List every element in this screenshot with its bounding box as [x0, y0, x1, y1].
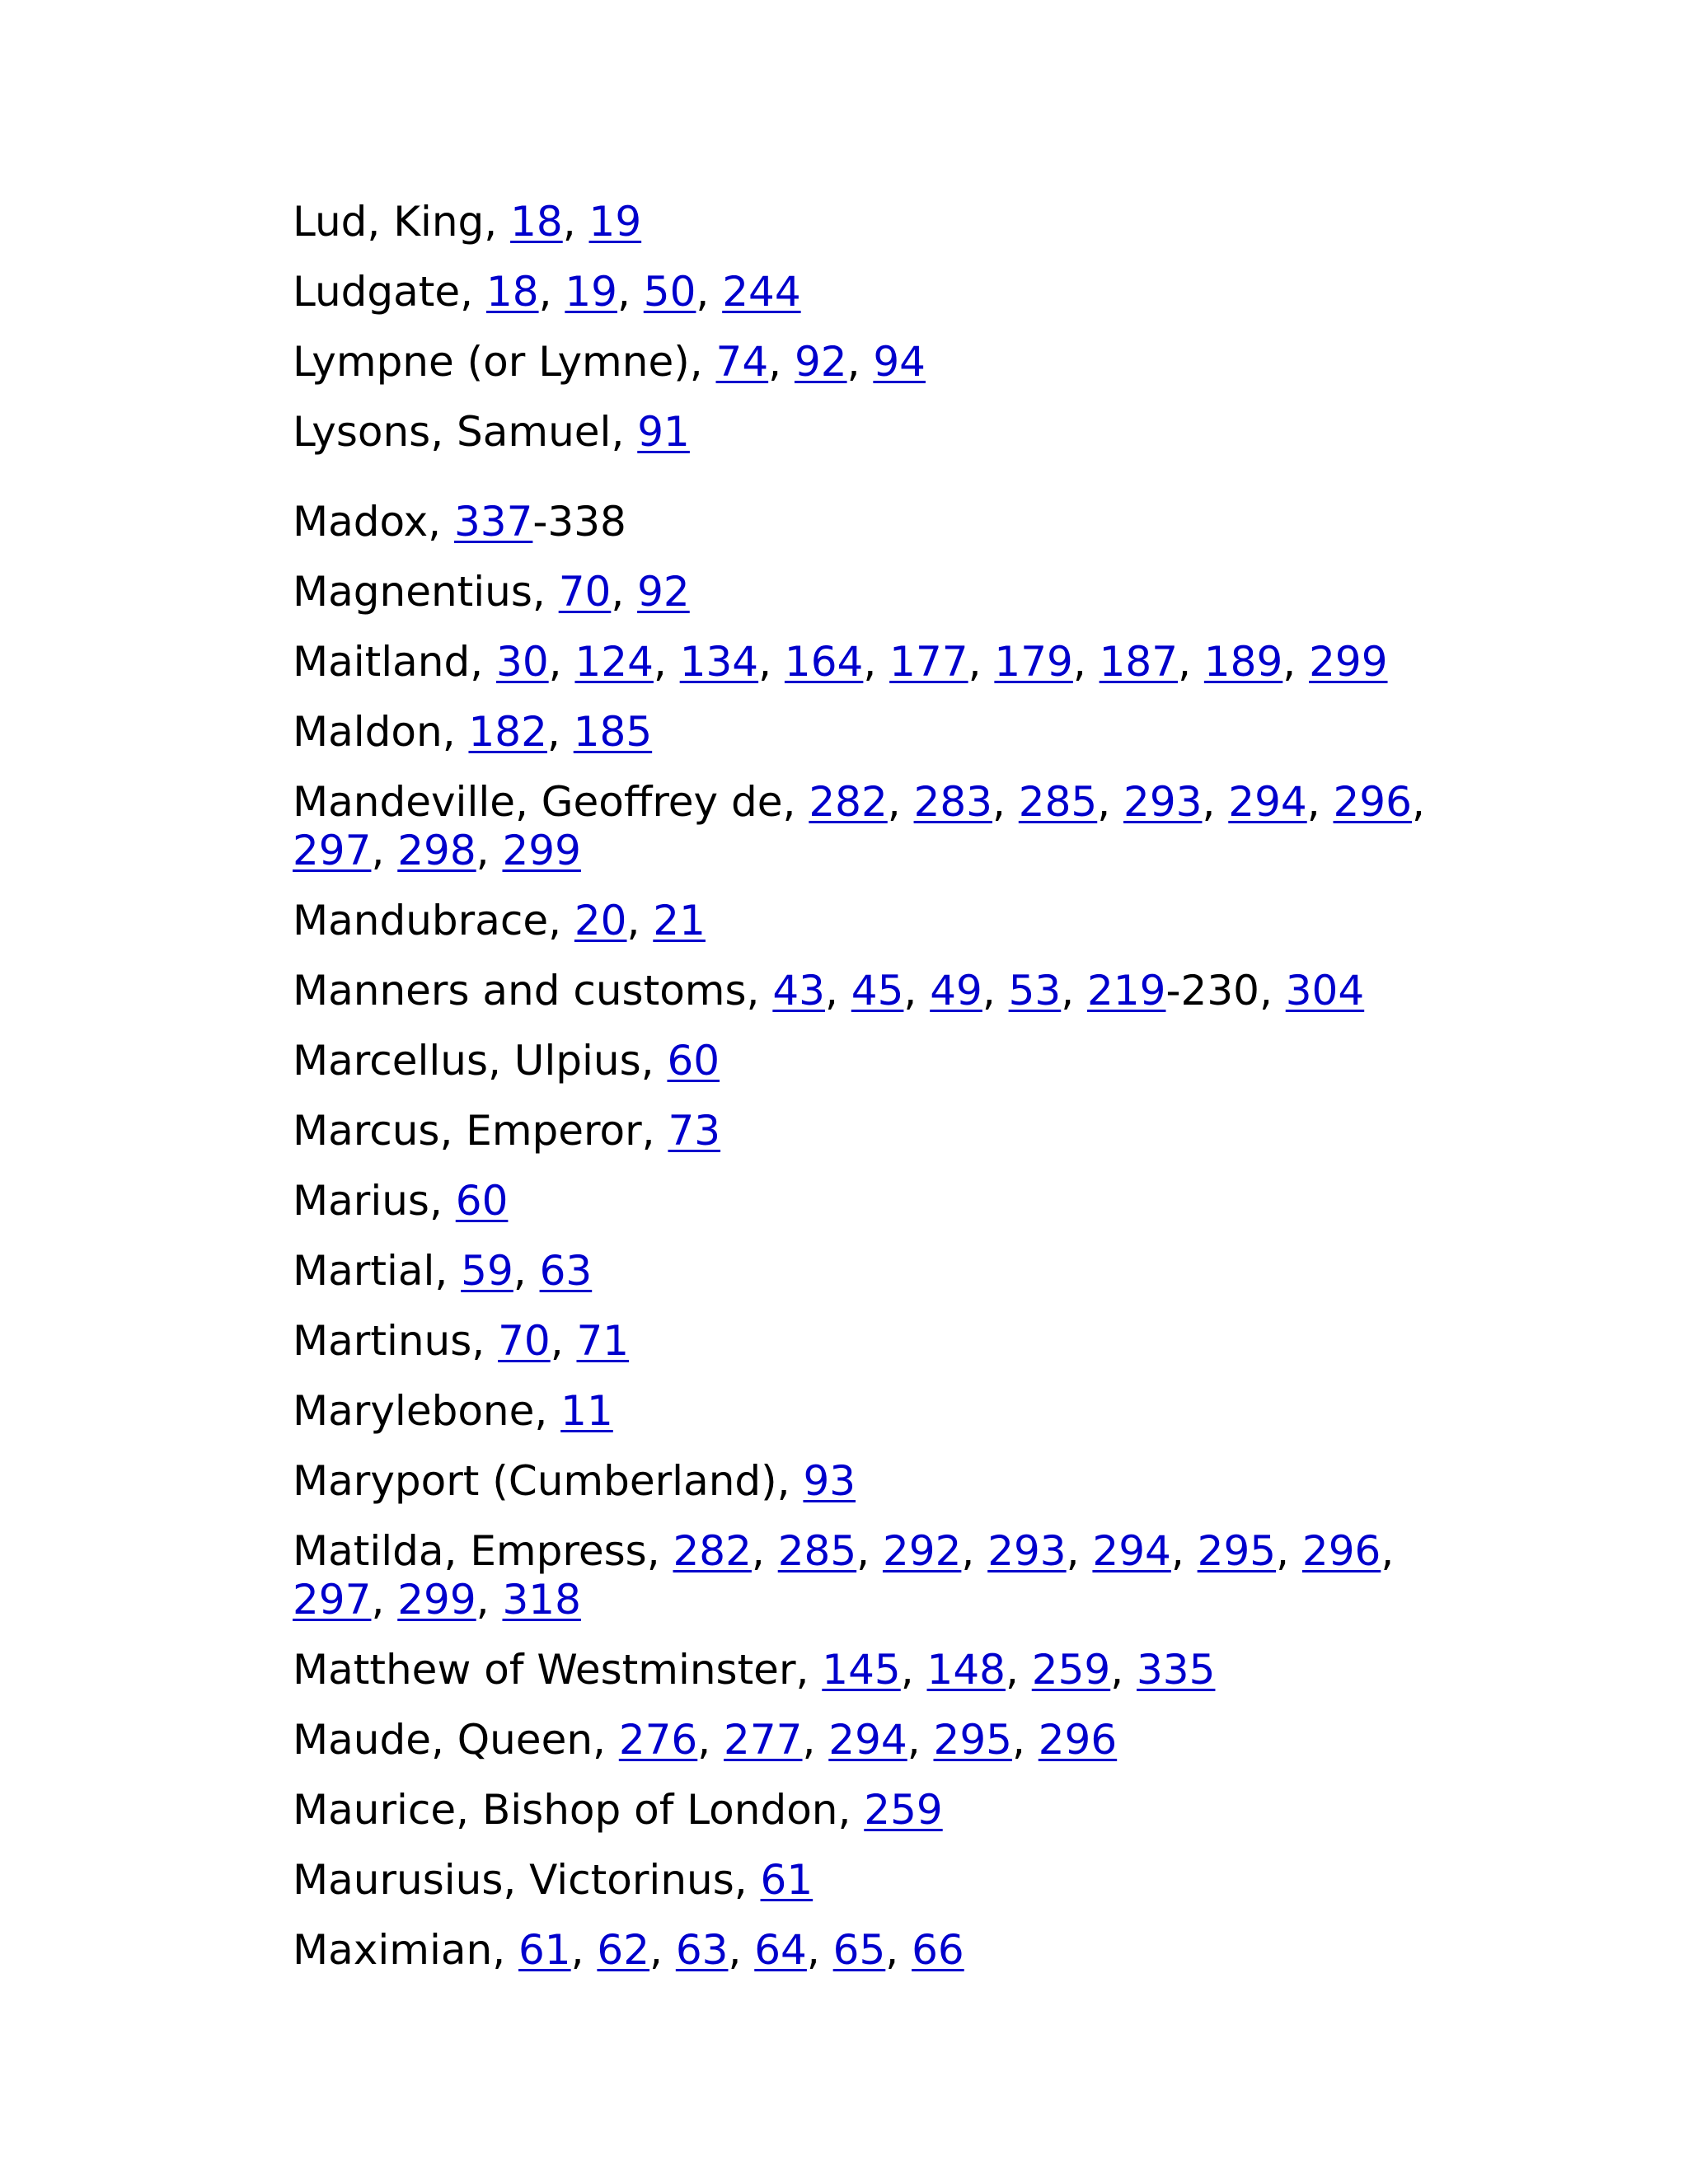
index-entry	[293, 338, 1463, 387]
index-entry	[293, 638, 1463, 687]
index-entry	[293, 897, 1463, 945]
index-entry	[293, 967, 1463, 1015]
page-number-link[interactable]: 63	[539, 1247, 593, 1295]
page-number-link[interactable]: 70	[498, 1317, 551, 1365]
page-number-link[interactable]: 71	[576, 1317, 630, 1365]
page-number-link[interactable]: 297	[293, 1576, 372, 1624]
index-entry	[293, 1387, 1463, 1436]
page-number-link[interactable]: 19	[565, 268, 617, 316]
entry-text: ,	[1276, 1527, 1302, 1575]
entry-text: ,	[1202, 778, 1229, 826]
index-entry	[293, 1177, 1463, 1226]
entry-text: ,	[570, 1926, 598, 1974]
entry-text: ,	[907, 1716, 934, 1764]
page-number-link[interactable]: 299	[397, 1576, 476, 1624]
page-number-link[interactable]: 91	[637, 408, 690, 456]
page-number-link[interactable]: 92	[794, 338, 847, 386]
entry-text: ,	[697, 1716, 724, 1764]
index-entry	[293, 1527, 1463, 1624]
page-number-link[interactable]: 293	[987, 1527, 1067, 1575]
page-number-link[interactable]: 21	[653, 897, 706, 944]
index-entry	[293, 1107, 1463, 1155]
page-number-link[interactable]: 299	[1309, 638, 1388, 686]
page-number-link[interactable]: 50	[643, 268, 696, 316]
page-number-link[interactable]: 148	[926, 1646, 1006, 1694]
entry-text: ,	[617, 268, 644, 316]
entry-text: ,	[696, 268, 723, 316]
entry-text: ,	[728, 1926, 755, 1974]
page-number-link[interactable]: 259	[864, 1786, 943, 1834]
page-number-link[interactable]: 299	[502, 827, 581, 874]
page-number-link[interactable]: 298	[397, 827, 476, 874]
page-number-link[interactable]: 93	[803, 1457, 856, 1505]
entry-text: ,	[611, 568, 638, 616]
entry-text: Lud, King,	[293, 198, 511, 246]
entry-text: -230,	[1165, 967, 1286, 1015]
page-number-link[interactable]: 70	[558, 568, 612, 616]
page-number-link[interactable]: 189	[1203, 638, 1283, 686]
page-number-link[interactable]: 66	[912, 1926, 964, 1974]
page-number-link[interactable]: 124	[574, 638, 654, 686]
index-entry	[293, 498, 1463, 546]
entry-text: Martial,	[293, 1247, 462, 1295]
page-number-link[interactable]: 318	[502, 1576, 581, 1624]
entry-text: Lysons, Samuel,	[293, 408, 638, 456]
entry-text: ,	[887, 778, 914, 826]
entry-text: ,	[802, 1716, 829, 1764]
page-number-link[interactable]: 296	[1301, 1527, 1381, 1575]
index-entry	[293, 1457, 1463, 1506]
index-entry	[293, 1786, 1463, 1835]
entry-text: Maryport (Cumberland),	[293, 1457, 804, 1505]
entry-text: ,	[768, 338, 795, 386]
entry-text: ,	[649, 1926, 676, 1974]
index-entry-list	[293, 198, 1463, 1996]
entry-text: ,	[546, 708, 574, 756]
entry-text: ,	[961, 1527, 988, 1575]
page-number-link[interactable]: 30	[496, 638, 549, 686]
entry-text: ,	[562, 198, 589, 246]
page-number-link[interactable]: 43	[772, 967, 825, 1015]
page-number-link[interactable]: 61	[760, 1856, 814, 1904]
page-number-link[interactable]: 65	[832, 1926, 886, 1974]
entry-text: ,	[1178, 638, 1204, 686]
entry-text: -338	[532, 498, 626, 546]
index-entry	[293, 408, 1463, 457]
index-entry	[293, 1716, 1463, 1765]
page-number-link[interactable]: 59	[461, 1247, 513, 1295]
page-number-link[interactable]: 296	[1038, 1716, 1118, 1764]
page-number-link[interactable]: 282	[673, 1527, 752, 1575]
entry-text: ,	[1170, 1527, 1198, 1575]
entry-text: ,	[1005, 1646, 1032, 1694]
page-number-link[interactable]: 187	[1099, 638, 1179, 686]
entry-text: ,	[1282, 638, 1310, 686]
index-entry	[293, 1317, 1463, 1366]
page-number-link[interactable]: 337	[453, 498, 533, 546]
entry-text: ,	[626, 897, 654, 944]
entry-text: Marius,	[293, 1177, 456, 1225]
page-number-link[interactable]: 53	[1008, 967, 1062, 1015]
page-number-link[interactable]: 219	[1087, 967, 1166, 1015]
entry-text: Mandubrace,	[293, 897, 574, 944]
entry-text: ,	[1110, 1646, 1137, 1694]
entry-text: Manners and customs,	[293, 967, 773, 1015]
entry-text: ,	[1011, 1716, 1039, 1764]
page-number-link[interactable]: 134	[679, 638, 759, 686]
entry-text: ,	[1061, 967, 1088, 1015]
entry-text: ,	[846, 338, 874, 386]
page-number-link[interactable]: 185	[573, 708, 653, 756]
entry-text: ,	[1306, 778, 1334, 826]
page-number-link[interactable]: 244	[722, 268, 801, 316]
entry-text: ,	[1072, 638, 1100, 686]
entry-text: Marcellus, Ulpius,	[293, 1037, 668, 1085]
entry-text: ,	[885, 1926, 912, 1974]
page-number-link[interactable]: 164	[784, 638, 864, 686]
index-entry	[293, 1037, 1463, 1085]
entry-text: ,	[806, 1926, 833, 1974]
page-number-link[interactable]: 49	[930, 967, 982, 1015]
entry-text: ,	[1411, 778, 1425, 826]
page-number-link[interactable]: 294	[1092, 1527, 1171, 1575]
page-number-link[interactable]: 294	[828, 1716, 907, 1764]
entry-text: ,	[550, 1317, 577, 1365]
page-number-link[interactable]: 276	[618, 1716, 698, 1764]
page-number-link[interactable]: 285	[777, 1527, 857, 1575]
page-number-link[interactable]: 297	[293, 827, 372, 874]
page-number-link[interactable]: 177	[889, 638, 968, 686]
index-entry	[293, 1646, 1463, 1694]
page-number-link[interactable]: 294	[1228, 778, 1307, 826]
page-number-link[interactable]: 63	[675, 1926, 729, 1974]
page-number-link[interactable]: 60	[455, 1177, 509, 1225]
entry-text: Maude, Queen,	[293, 1716, 619, 1764]
page-number-link[interactable]: 73	[668, 1107, 721, 1155]
page-number-link[interactable]: 295	[933, 1716, 1012, 1764]
entry-text: ,	[513, 1247, 540, 1295]
entry-text: Matilda, Empress,	[293, 1527, 673, 1575]
entry-text: ,	[476, 827, 503, 874]
entry-text: ,	[968, 638, 995, 686]
entry-text: Marylebone,	[293, 1387, 561, 1435]
page-number-link[interactable]: 11	[560, 1387, 613, 1435]
page-number-link[interactable]: 145	[822, 1646, 901, 1694]
entry-text: Lympne (or Lymne),	[293, 338, 716, 386]
page-number-link[interactable]: 259	[1031, 1646, 1111, 1694]
entry-text: Maldon,	[293, 708, 469, 756]
entry-text: Ludgate,	[293, 268, 486, 316]
page-number-link[interactable]: 293	[1123, 778, 1203, 826]
index-entry	[293, 778, 1463, 875]
page-number-link[interactable]: 19	[588, 198, 642, 246]
index-entry	[293, 1247, 1463, 1296]
entry-text: Maitland,	[293, 638, 497, 686]
entry-text: Maximian,	[293, 1926, 518, 1974]
entry-text: Marcus, Emperor,	[293, 1107, 668, 1155]
page-number-link[interactable]: 304	[1285, 967, 1365, 1015]
entry-text: ,	[856, 1527, 883, 1575]
entry-text: ,	[751, 1527, 778, 1575]
entry-text: ,	[476, 1576, 503, 1624]
index-entry	[293, 568, 1463, 616]
index-entry	[293, 708, 1463, 757]
entry-text: ,	[371, 1576, 398, 1624]
page-number-link[interactable]: 179	[994, 638, 1073, 686]
page-number-link[interactable]: 60	[667, 1037, 720, 1085]
page-number-link[interactable]: 94	[873, 338, 926, 386]
page-number-link[interactable]: 62	[597, 1926, 650, 1974]
entry-text: ,	[1381, 1527, 1395, 1575]
page-number-link[interactable]: 182	[468, 708, 547, 756]
entry-text: ,	[900, 1646, 927, 1694]
entry-text: ,	[992, 778, 1019, 826]
page-number-link[interactable]: 283	[913, 778, 992, 826]
entry-text: ,	[824, 967, 851, 1015]
page-number-link[interactable]: 18	[510, 198, 563, 246]
entry-text: ,	[1097, 778, 1124, 826]
page-number-link[interactable]: 61	[518, 1926, 571, 1974]
entry-text: Maurice, Bishop of London,	[293, 1786, 865, 1834]
index-entry	[293, 198, 1463, 246]
entry-text: ,	[548, 638, 575, 686]
page-number-link[interactable]: 335	[1137, 1646, 1216, 1694]
page-number-link[interactable]: 285	[1018, 778, 1098, 826]
page-number-link[interactable]: 74	[715, 338, 769, 386]
entry-text: Magnentius,	[293, 568, 559, 616]
page-number-link[interactable]: 277	[724, 1716, 803, 1764]
entry-text: Mandeville, Geoffrey de,	[293, 778, 809, 826]
entry-text: Martinus,	[293, 1317, 499, 1365]
page-number-link[interactable]: 292	[882, 1527, 962, 1575]
entry-text: ,	[1066, 1527, 1093, 1575]
entry-text: Maurusius, Victorinus,	[293, 1856, 761, 1904]
page-number-link[interactable]: 295	[1197, 1527, 1277, 1575]
page-number-link[interactable]: 282	[809, 778, 888, 826]
entry-text: Madox,	[293, 498, 454, 546]
entry-text: ,	[538, 268, 565, 316]
page-number-link[interactable]: 20	[574, 897, 627, 944]
entry-text: ,	[903, 967, 931, 1015]
index-entry	[293, 268, 1463, 316]
page-number-link[interactable]: 45	[851, 967, 904, 1015]
entry-text: ,	[758, 638, 785, 686]
entry-text: ,	[863, 638, 890, 686]
page-number-link[interactable]: 92	[637, 568, 690, 616]
entry-text: ,	[371, 827, 398, 874]
page-number-link[interactable]: 296	[1333, 778, 1412, 826]
entry-text: Matthew of Westminster,	[293, 1646, 823, 1694]
page-number-link[interactable]: 18	[485, 268, 539, 316]
page-number-link[interactable]: 64	[754, 1926, 807, 1974]
index-entry	[293, 1856, 1463, 1905]
index-entry	[293, 1926, 1463, 1975]
entry-text: ,	[982, 967, 1009, 1015]
entry-text: ,	[653, 638, 680, 686]
